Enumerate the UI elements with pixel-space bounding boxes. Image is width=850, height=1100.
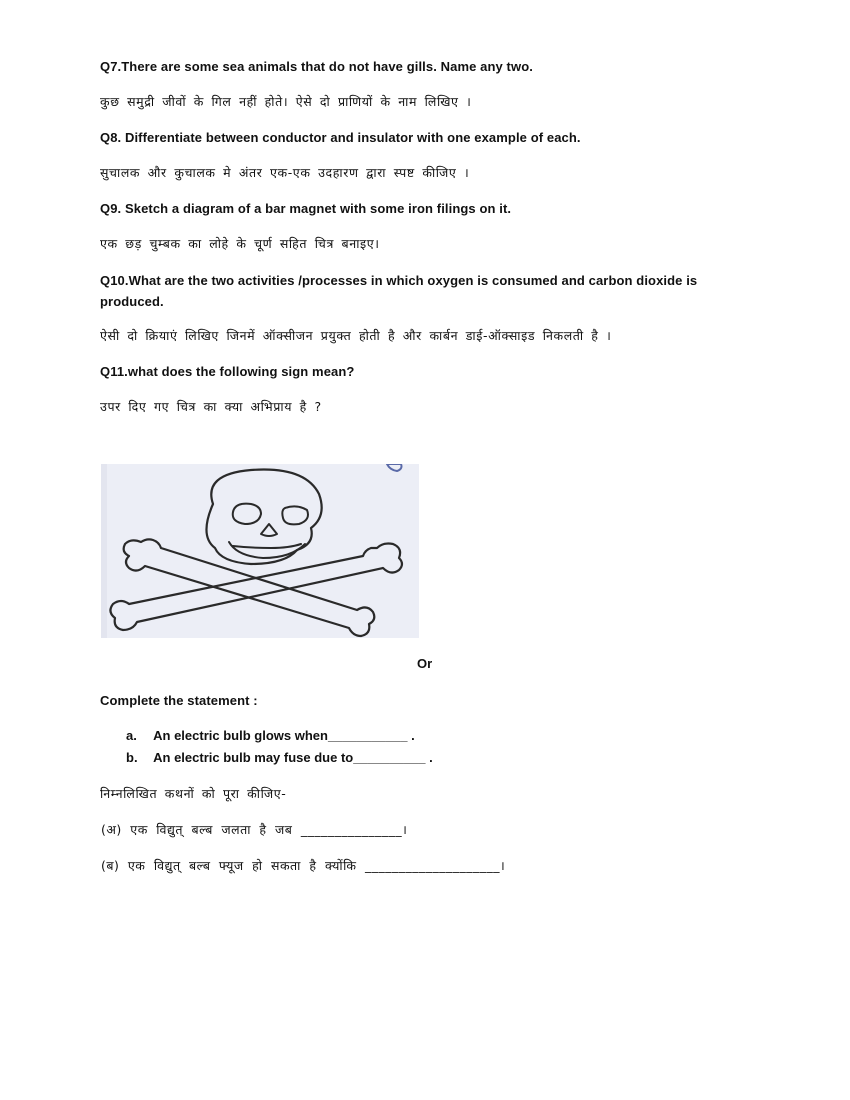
q7-english: Q7.There are some sea animals that do not have gills. Name any two.: [100, 59, 533, 74]
hindi-complete-heading: निम्नलिखित कथनों को पूरा कीजिए-: [100, 786, 287, 801]
q11-hindi: उपर दिए गए चित्र का क्या अभिप्राय है ?: [100, 399, 322, 414]
q10-english: Q10.What are the two activities /processes in which oxygen is consumed and carbon dioxide is produced.: [100, 273, 698, 309]
hindi-statement-b: [101, 856, 505, 876]
list-marker: a.: [126, 728, 137, 743]
statement-text: An electric bulb may fuse due to__________ .: [153, 750, 433, 765]
q9-english: Q9. Sketch a diagram of a bar magnet with some iron filings on it.: [100, 201, 512, 216]
q8-english: Q8. Differentiate between conductor and insulator with one example of each.: [100, 130, 581, 145]
list-marker: (अ): [101, 822, 122, 837]
or-separator: Or: [417, 656, 433, 671]
skull-and-crossbones-icon: [101, 464, 419, 638]
q8-hindi: सुचालक और कुचालक मे अंतर एक-एक उदहारण द्वारा स्पष्ट कीजिए ।: [100, 165, 470, 180]
danger-sign-image: [101, 464, 419, 638]
statement-text: एक विद्युत् बल्ब फ्यूज हो सकता है क्योंकि ____________________।: [127, 858, 506, 873]
complete-statement-heading: Complete the statement :: [100, 693, 258, 708]
statement-item-a: [126, 726, 415, 746]
q7-hindi: कुछ समुद्री जीवों के गिल नहीं होते। ऐसे दो प्राणियों के नाम लिखिए ।: [100, 94, 472, 109]
statement-item-b: [126, 748, 433, 768]
hindi-statement-a: [101, 820, 407, 840]
list-marker: b.: [126, 750, 138, 765]
statement-text: एक विद्युत् बल्ब जलता है जब _______________।: [130, 822, 408, 837]
q11-english: Q11.what does the following sign mean?: [100, 364, 355, 379]
statement-text: An electric bulb glows when___________ .: [153, 728, 415, 743]
q9-hindi: एक छड़ चुम्बक का लोहे के चूर्ण सहित चित्र बनाइए।: [100, 236, 380, 251]
q10-hindi: ऐसी दो क्रियाएं लिखिए जिनमें ऑक्सीजन प्रयुक्त होती है और कार्बन डाई-ऑक्साइड निकलती है ।: [100, 328, 612, 343]
list-marker: (ब): [101, 858, 120, 873]
